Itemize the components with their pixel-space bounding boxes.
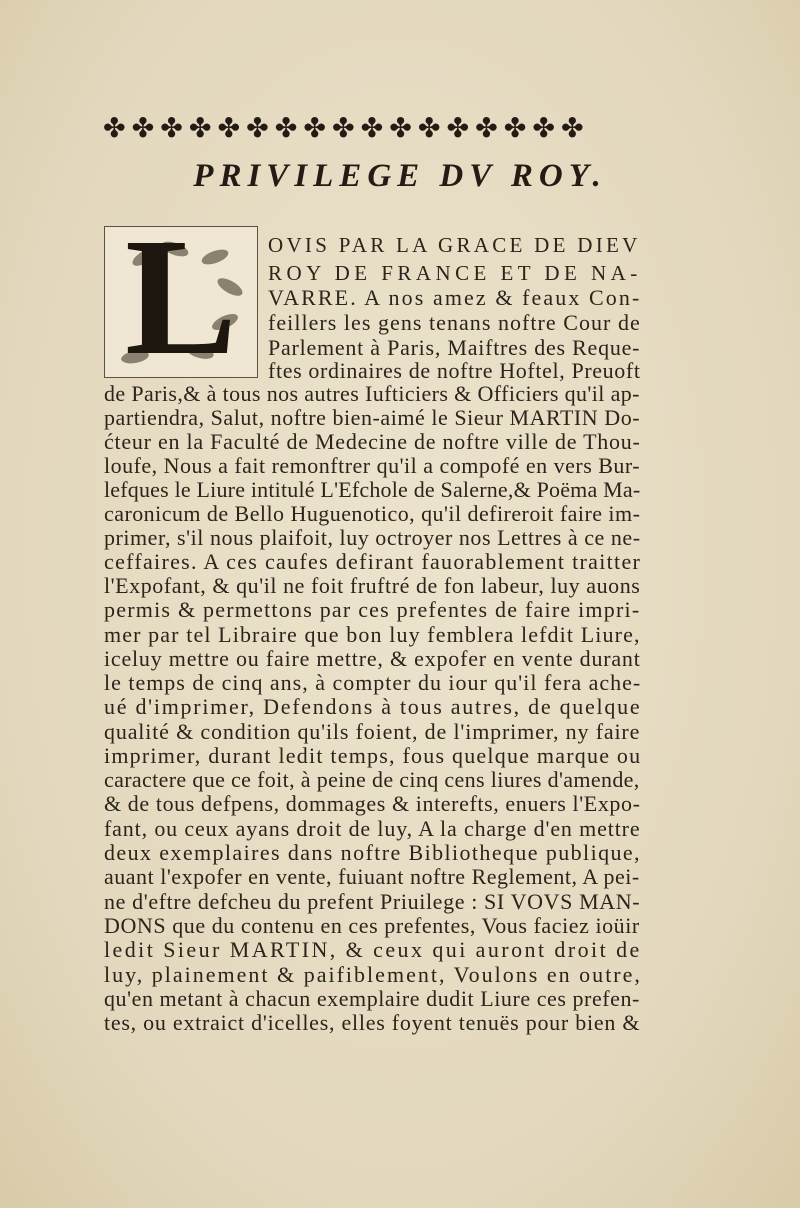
- text-line: luy, plainement & paifiblement, Voulons en outre,: [104, 962, 642, 987]
- text-line: & de tous defpens, dommages & interefts, enuers l'Expo-: [104, 791, 641, 816]
- text-line: ué d'imprimer, Defendons à tous autres, de quelque: [104, 694, 642, 719]
- text-line: ceffaires. A ces caufes defirant fauorablement traitter: [104, 549, 642, 574]
- initial-letter: L: [124, 204, 238, 390]
- text-line: caronicum de Bello Huguenotico, qu'il defireroit faire im-: [104, 501, 641, 526]
- text-line: qu'en metant à chacun exemplaire dudit Liure ces prefen-: [104, 986, 640, 1011]
- text-line: ne d'eftre defcheu du prefent Priuilege : SI VOVS MAN-: [104, 889, 641, 914]
- text-line: primer, s'il nous plaifoit, luy octroyer nos Lettres à ce ne-: [104, 525, 641, 550]
- text-line: partiendra, Salut, noftre bien-aimé le Sieur MARTIN Do-: [104, 405, 641, 430]
- text-line: DONS que du contenu en ces prefentes, Vous faciez ioüir: [104, 913, 640, 938]
- text-line: ROY DE FRANCE ET DE NA-: [268, 261, 642, 285]
- text-line: lefques le Liure intitulé L'Efchole de Salerne,& Poëma Ma-: [104, 477, 641, 502]
- text-line: deux exemplaires dans noftre Bibliotheque publique,: [104, 840, 641, 865]
- text-line: caractere que ce foit, à peine de cinq cens liures d'amende,: [104, 767, 640, 792]
- text-line: l'Expofant, & qu'il ne foit fruftré de fon labeur, luy auons: [104, 573, 641, 598]
- text-line: permis & permettons par ces prefentes de faire impri-: [104, 597, 641, 622]
- text-line: auant l'expofer en vente, fuiuant noftre Reglement, A pei-: [104, 864, 640, 889]
- text-line: fant, ou ceux ayans droit de luy, A la charge d'en mettre: [104, 816, 641, 841]
- page-title: PRIVILEGE DV ROY.: [193, 158, 607, 194]
- text-line: mer par tel Libraire que bon luy femblera lefdit Liure,: [104, 622, 641, 647]
- text-line: imprimer, durant ledit temps, fous quelque marque ou: [104, 743, 642, 768]
- text-line: de Paris,& à tous nos autres Iufticiers & Officiers qu'il ap-: [104, 381, 640, 406]
- text-line: ledit Sieur MARTIN, & ceux qui auront droit de: [104, 937, 642, 962]
- ornament-glyphs: ✤✤✤✤✤✤✤✤✤✤✤✤✤✤✤✤✤: [103, 113, 590, 144]
- text-line: Parlement à Paris, Maiftres des Reque-: [268, 335, 641, 360]
- text-line: le temps de cinq ans, à compter du iour qu'il fera ache-: [104, 670, 642, 695]
- text-line: iceluy mettre ou faire mettre, & expofer en vente durant: [104, 646, 641, 671]
- text-line: tes, ou extraict d'icelles, elles foyent tenuës pour bien &: [104, 1010, 641, 1035]
- text-line: feillers les gens tenans noftre Cour de: [268, 310, 641, 335]
- text-line: ftes ordinaires de noftre Hoftel, Preuoft: [268, 358, 641, 383]
- text-line: OVIS PAR LA GRACE DE DIEV: [268, 233, 641, 257]
- text-line: VARRE. A nos amez & feaux Con-: [268, 285, 642, 310]
- text-line: qualité & condition qu'ils foient, de l'imprimer, ny faire: [104, 719, 641, 744]
- text-line: ćteur en la Faculté de Medecine de noftre ville de Thou-: [104, 429, 641, 454]
- text-line: loufe, Nous a fait remonftrer qu'il a compofé en vers Bur-: [104, 453, 641, 478]
